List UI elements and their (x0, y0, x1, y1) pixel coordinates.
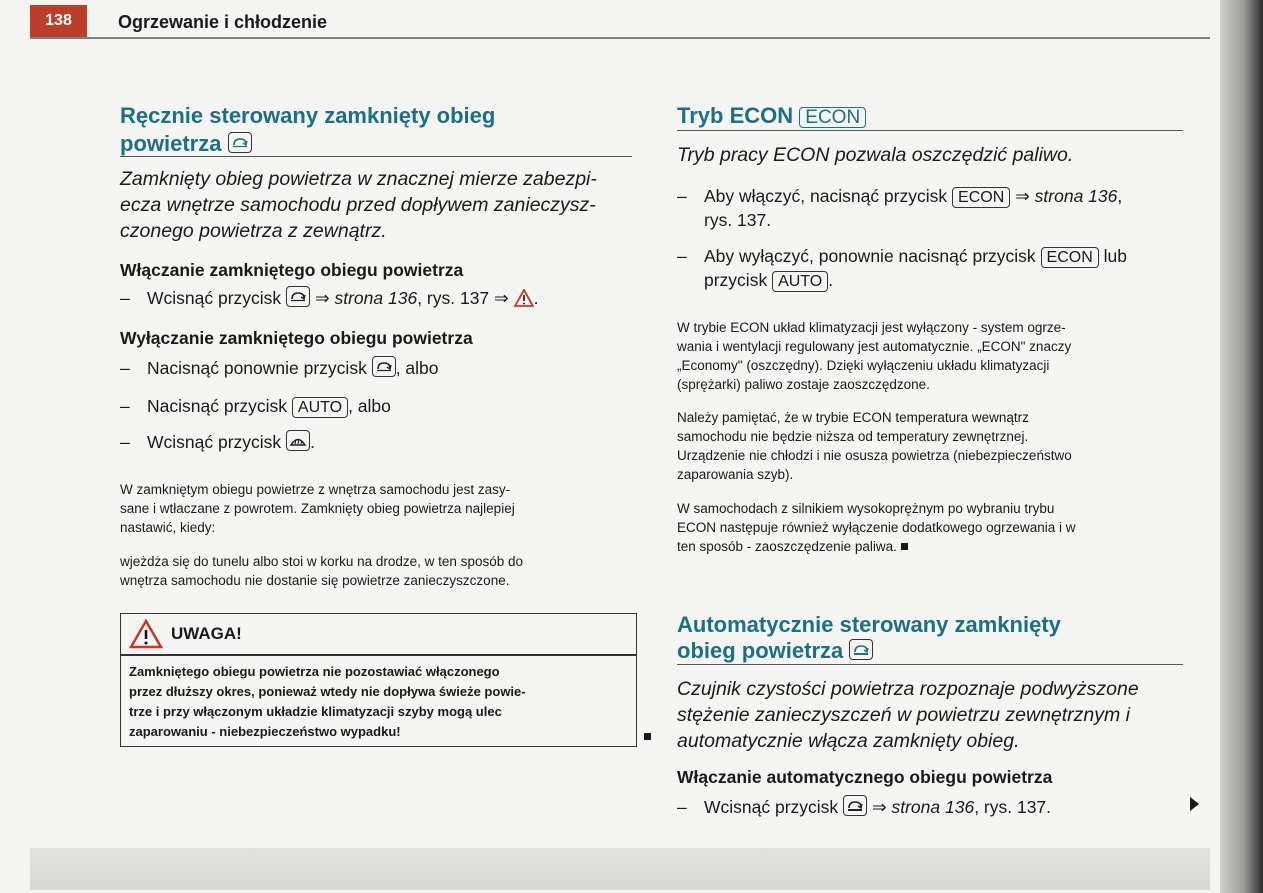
page-header-title: Ogrzewanie i chłodzenie (118, 12, 328, 32)
auto-key: AUTO (772, 271, 828, 292)
section-title-line2 (120, 130, 252, 158)
body-line: wnętrza samochodu nie dostanie się powietrze zanieczyszczone. (120, 573, 510, 588)
body-line: W trybie ECON układ klimatyzacji jest wyłączony - system ogrze- (677, 320, 1066, 335)
step-text: Aby wyłączyć, ponownie nacisnąć przycisk (704, 246, 1036, 266)
recirculation-key-icon (286, 286, 310, 307)
warning-header (121, 614, 636, 654)
arrow-icon: ⇒ (1015, 186, 1030, 206)
warning-label: UWAGA! (171, 624, 242, 643)
recirculation-key-icon (372, 356, 396, 377)
warning-line: Zamkniętego obiegu powietrza nie pozostawiać włączonego (129, 663, 500, 679)
body-line: nastawić, kiedy: (120, 520, 216, 535)
comma: , (1117, 186, 1123, 206)
warning-body (121, 656, 636, 748)
heading-auto-on: Włączanie automatycznego obiegu powietrza (677, 767, 1053, 787)
body-line: sane i wtłaczane z powrotem. Zamknięty obieg powietrza najlepiej (120, 501, 515, 516)
warning-line: przez dłuższy okres, ponieważ wtedy nie dopływa świeże powie- (129, 683, 526, 699)
heading-switch-on: Włączanie zamkniętego obiegu powietrza (120, 260, 464, 280)
warning-triangle-icon (129, 619, 163, 649)
econ-step-1-cont: rys. 137. (704, 210, 772, 230)
body-line: W zamkniętym obiegu powietrze z wnętrza samochodu jest zasy- (120, 482, 511, 497)
body-line: Urządzenie nie chłodzi i nie osusza powietrza (niebezpieczeństwo (677, 448, 1072, 463)
step-suffix: , albo (395, 358, 439, 378)
figure-reference: , rys. 137. (974, 797, 1052, 817)
econ-key: ECON (799, 107, 866, 128)
header-rule (30, 37, 1210, 39)
step-suffix: . (828, 270, 834, 290)
page-reference: strona 136 (891, 797, 975, 817)
next-page-arrow-icon (1190, 797, 1199, 811)
section-rule (120, 156, 632, 157)
period: . (533, 288, 539, 308)
step-switch-off-2 (120, 394, 391, 418)
auto-key: AUTO (292, 397, 348, 418)
page-edge (1220, 0, 1263, 893)
section-title-econ-text: Tryb ECON (677, 103, 794, 128)
auto-title-line2 (677, 637, 873, 665)
dash: – (677, 797, 687, 817)
body-line: Należy pamiętać, że w trybie ECON temperatura wewnątrz (677, 410, 1029, 425)
page-reference: strona 136 (334, 288, 418, 308)
section-title-econ (677, 102, 866, 130)
section-title-line1: Ręcznie sterowany zamknięty obieg (120, 103, 496, 128)
auto-recirculation-key-icon (843, 795, 867, 816)
dash: – (120, 288, 130, 308)
footer-band (30, 848, 1210, 890)
auto-title-line1: Automatycznie sterowany zamknięty (677, 612, 1061, 637)
body-line: wjeżdża się do tunelu albo stoi w korku na drodze, w ten sposób do (120, 554, 523, 569)
recirculation-key-icon (228, 132, 252, 153)
section-rule (677, 130, 1183, 131)
econ-key: ECON (952, 187, 1010, 208)
body-line: ECON następuje również wyłączenie dodatkowego ogrzewania i w (677, 520, 1076, 535)
defrost-key-icon (286, 430, 310, 451)
econ-lead: Tryb pracy ECON pozwala oszczędzić paliwo. (677, 144, 1074, 166)
econ-step-2 (677, 244, 1127, 268)
dash: – (677, 186, 687, 206)
arrow-icon: ⇒ (871, 797, 887, 817)
dash: – (120, 358, 130, 378)
lead-line-2: ecza wnętrze samochodu przed dopływem zanieczysz- (120, 194, 596, 216)
arrow-icon: ⇒ (314, 288, 330, 308)
figure-reference: , rys. 137 (417, 288, 490, 308)
lead-line-3: czonego powietrza z zewnątrz. (120, 220, 387, 242)
step-switch-off-1 (120, 356, 439, 380)
body-line: (sprężarki) paliwo zostaje zaoszczędzone. (677, 377, 930, 392)
econ-key: ECON (1041, 247, 1099, 268)
body-line: „Economy" (oszczędny). Dzięki wyłączeniu układu klimatyzacji (677, 358, 1050, 373)
auto-recirculation-key-icon (849, 639, 873, 660)
step-text: Wcisnąć przycisk (147, 288, 282, 308)
dash: – (120, 432, 130, 452)
step-suffix: , albo (348, 396, 391, 416)
end-marker (901, 543, 908, 550)
econ-step-1 (677, 184, 1122, 208)
page-reference: strona 136 (1034, 186, 1118, 206)
page-number: 138 (30, 5, 87, 37)
heading-switch-off: Wyłączanie zamkniętego obiegu powietrza (120, 328, 473, 348)
section-title-line2-text: powietrza (120, 131, 222, 156)
auto-title-line2-text: obieg powietrza (677, 638, 844, 663)
step-switch-off-3 (120, 430, 315, 454)
body-line: samochodu nie będzie niższa od temperatury zewnętrznej. (677, 429, 1029, 444)
auto-lead-line: automatycznie włącza zamknięty obieg. (677, 730, 1020, 752)
body-line-end (677, 537, 908, 556)
step-suffix: . (310, 432, 315, 452)
body-line: zaparowania szyb). (677, 467, 794, 482)
body-text: ten sposób - zaoszczędzenie paliwa. (677, 539, 897, 554)
dash: – (677, 246, 687, 266)
step-text: Wcisnąć przycisk (704, 797, 839, 817)
body-line: wania i wentylacji regulowany jest automatycznie. „ECON" znaczy (677, 339, 1072, 354)
step-text: przycisk (704, 270, 768, 290)
warning-line: trze i przy włączonym układzie klimatyzacji szyby mogą ulec (129, 703, 502, 719)
step-auto-on (677, 795, 1051, 819)
step-text: Wcisnąć przycisk (147, 432, 282, 452)
step-text: Nacisnąć przycisk (147, 396, 288, 416)
warning-line: zaparowaniu - niebezpieczeństwo wypadku! (129, 723, 401, 739)
section-rule (677, 664, 1183, 665)
lead-line-1: Zamknięty obieg powietrza w znacznej mierze zabezpi- (120, 168, 597, 190)
econ-step-2-cont (704, 268, 833, 292)
step-switch-on (120, 286, 538, 310)
auto-lead-line: Czujnik czystości powietrza rozpoznaje podwyższone (677, 678, 1139, 700)
dash: – (120, 396, 130, 416)
warning-box (120, 613, 637, 747)
end-marker (644, 733, 651, 740)
step-text: Nacisnąć ponownie przycisk (147, 358, 367, 378)
step-text: Aby włączyć, nacisnąć przycisk (704, 186, 948, 206)
auto-lead-line: stężenie zanieczyszczeń w powietrzu zewnętrznym i (677, 704, 1131, 726)
body-line: W samochodach z silnikiem wysokoprężnym po wybraniu trybu (677, 501, 1055, 516)
warning-triangle-icon (514, 289, 534, 307)
arrow-icon: ⇒ (494, 288, 509, 308)
step-text: lub (1103, 246, 1128, 266)
